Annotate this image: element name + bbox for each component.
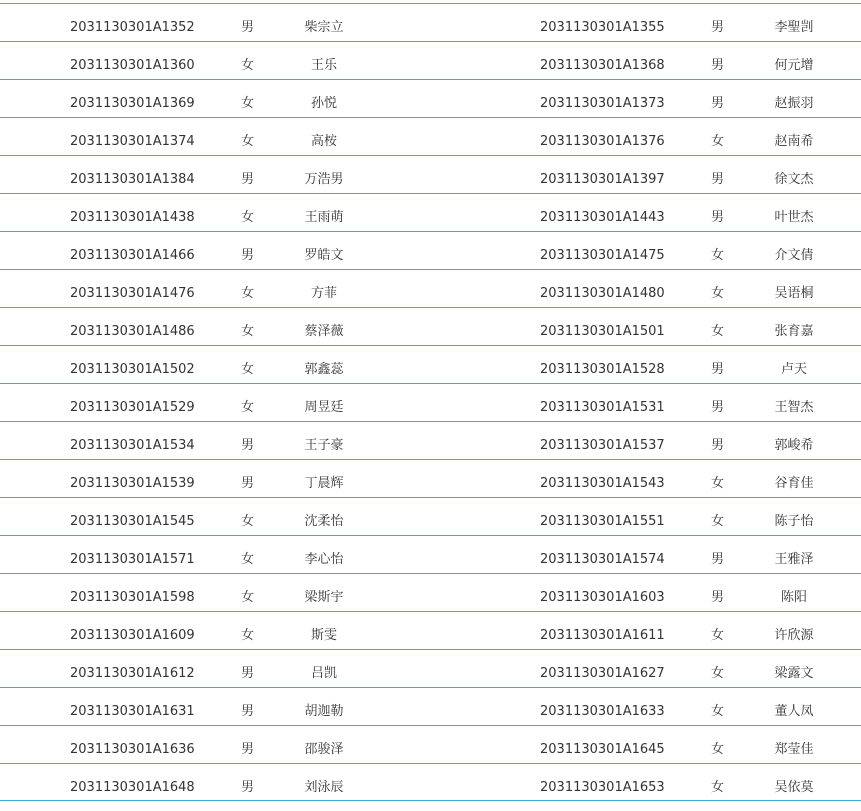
gender-cell: 男: [711, 590, 725, 605]
table-row: [0, 79, 861, 117]
student-id-cell: 2031130301A1480: [540, 286, 665, 301]
student-name-cell: 吴依莫: [774, 780, 814, 795]
student-id-cell: 2031130301A1609: [70, 628, 195, 643]
student-id-cell: 2031130301A1443: [540, 210, 665, 225]
student-name-cell: 何元增: [774, 58, 814, 73]
gender-cell: 女: [711, 666, 725, 681]
student-id-cell: 2031130301A1355: [540, 20, 665, 35]
gender-cell: 男: [711, 96, 725, 111]
table-row: [0, 41, 861, 79]
gender-cell: 男: [711, 172, 725, 187]
student-name-cell: 卢天: [780, 362, 807, 377]
student-id-cell: 2031130301A1502: [70, 362, 195, 377]
table-row: [0, 383, 861, 421]
student-id-cell: 2031130301A1369: [70, 96, 195, 111]
table-row: [0, 269, 861, 307]
gender-cell: 女: [241, 96, 255, 111]
student-name-cell: 万浩男: [304, 172, 344, 187]
student-name-cell: 王雅泽: [774, 552, 814, 567]
gender-cell: 男: [711, 438, 725, 453]
student-name-cell: 邵骏泽: [304, 742, 344, 757]
table-row: [0, 421, 861, 459]
student-id-cell: 2031130301A1374: [70, 134, 195, 149]
student-name-cell: 斯雯: [310, 628, 337, 643]
student-name-cell: 李心怡: [304, 552, 344, 567]
student-id-cell: 2031130301A1648: [70, 780, 195, 795]
student-id-cell: 2031130301A1373: [540, 96, 665, 111]
student-name-cell: 孙悦: [310, 96, 337, 111]
table-row: [0, 117, 861, 155]
student-id-cell: 2031130301A1531: [540, 400, 665, 415]
gender-cell: 女: [241, 400, 255, 415]
student-name-cell: 李聖剀: [774, 20, 814, 35]
student-id-cell: 2031130301A1645: [540, 742, 665, 757]
student-name-cell: 柴宗立: [304, 20, 344, 35]
gender-cell: 女: [241, 552, 255, 567]
student-name-cell: 方菲: [310, 286, 337, 301]
student-id-cell: 2031130301A1529: [70, 400, 195, 415]
gender-cell: 女: [241, 134, 255, 149]
student-id-cell: 2031130301A1534: [70, 438, 195, 453]
gender-cell: 男: [711, 552, 725, 567]
student-name-cell: 罗皓文: [304, 248, 344, 263]
student-id-cell: 2031130301A1537: [540, 438, 665, 453]
student-name-cell: 胡迦勒: [304, 704, 344, 719]
student-id-cell: 2031130301A1653: [540, 780, 665, 795]
gender-cell: 男: [241, 742, 255, 757]
student-name-cell: 许欣源: [774, 628, 814, 643]
student-id-cell: 2031130301A1598: [70, 590, 195, 605]
student-id-cell: 2031130301A1631: [70, 704, 195, 719]
student-name-cell: 周昱廷: [304, 400, 344, 415]
student-id-cell: 2031130301A1574: [540, 552, 665, 567]
student-name-cell: 介文倩: [774, 248, 814, 263]
student-id-cell: 2031130301A1360: [70, 58, 195, 73]
student-name-cell: 郑莹佳: [774, 742, 814, 757]
student-name-cell: 高桉: [310, 134, 337, 149]
student-id-cell: 2031130301A1368: [540, 58, 665, 73]
gender-cell: 女: [241, 286, 255, 301]
student-id-cell: 2031130301A1612: [70, 666, 195, 681]
gender-cell: 女: [711, 628, 725, 643]
gender-cell: 男: [711, 362, 725, 377]
student-id-cell: 2031130301A1397: [540, 172, 665, 187]
gender-cell: 女: [711, 742, 725, 757]
student-roster-table: [0, 3, 861, 801]
student-id-cell: 2031130301A1633: [540, 704, 665, 719]
gender-cell: 女: [241, 210, 255, 225]
gender-cell: 女: [711, 324, 725, 339]
gender-cell: 女: [711, 780, 725, 795]
student-id-cell: 2031130301A1539: [70, 476, 195, 491]
student-id-cell: 2031130301A1476: [70, 286, 195, 301]
table-row: [0, 345, 861, 383]
student-id-cell: 2031130301A1352: [70, 20, 195, 35]
gender-cell: 女: [711, 248, 725, 263]
student-name-cell: 张育嘉: [774, 324, 814, 339]
gender-cell: 女: [241, 514, 255, 529]
gender-cell: 女: [711, 514, 725, 529]
gender-cell: 男: [241, 20, 255, 35]
student-name-cell: 吴语桐: [774, 286, 814, 301]
student-id-cell: 2031130301A1528: [540, 362, 665, 377]
student-id-cell: 2031130301A1438: [70, 210, 195, 225]
student-id-cell: 2031130301A1571: [70, 552, 195, 567]
table-row: [0, 725, 861, 763]
gender-cell: 女: [241, 628, 255, 643]
student-name-cell: 梁斯宇: [304, 590, 344, 605]
student-name-cell: 王子豪: [304, 438, 344, 453]
student-name-cell: 王雨萌: [304, 210, 344, 225]
gender-cell: 男: [241, 780, 255, 795]
gender-cell: 男: [241, 666, 255, 681]
student-id-cell: 2031130301A1376: [540, 134, 665, 149]
gender-cell: 男: [711, 210, 725, 225]
gender-cell: 男: [241, 476, 255, 491]
student-id-cell: 2031130301A1551: [540, 514, 665, 529]
gender-cell: 男: [711, 58, 725, 73]
student-name-cell: 沈柔怡: [304, 514, 344, 529]
student-name-cell: 赵振羽: [774, 96, 814, 111]
student-name-cell: 梁露文: [774, 666, 814, 681]
student-name-cell: 叶世杰: [774, 210, 814, 225]
table-row: [0, 3, 861, 41]
student-name-cell: 陈阳: [780, 590, 807, 605]
student-id-cell: 2031130301A1636: [70, 742, 195, 757]
student-id-cell: 2031130301A1543: [540, 476, 665, 491]
table-row: [0, 193, 861, 231]
table-row: [0, 687, 861, 725]
student-name-cell: 刘泳辰: [304, 780, 344, 795]
table-row: [0, 611, 861, 649]
gender-cell: 男: [711, 400, 725, 415]
student-name-cell: 徐文杰: [774, 172, 814, 187]
student-name-cell: 郭鑫蕊: [304, 362, 344, 377]
student-id-cell: 2031130301A1627: [540, 666, 665, 681]
table-row: [0, 535, 861, 573]
table-row: [0, 497, 861, 535]
student-id-cell: 2031130301A1384: [70, 172, 195, 187]
student-name-cell: 王智杰: [774, 400, 814, 415]
table-row: [0, 573, 861, 611]
student-id-cell: 2031130301A1486: [70, 324, 195, 339]
table-row: [0, 231, 861, 269]
gender-cell: 女: [241, 324, 255, 339]
table-row: [0, 459, 861, 497]
student-id-cell: 2031130301A1603: [540, 590, 665, 605]
table-row: [0, 763, 861, 801]
table-row: [0, 307, 861, 345]
gender-cell: 男: [241, 704, 255, 719]
student-id-cell: 2031130301A1466: [70, 248, 195, 263]
gender-cell: 男: [241, 172, 255, 187]
gender-cell: 女: [241, 362, 255, 377]
student-name-cell: 谷育佳: [774, 476, 814, 491]
student-name-cell: 赵南希: [774, 134, 814, 149]
gender-cell: 男: [241, 438, 255, 453]
student-name-cell: 蔡泽薇: [304, 324, 344, 339]
gender-cell: 女: [711, 476, 725, 491]
student-id-cell: 2031130301A1545: [70, 514, 195, 529]
student-id-cell: 2031130301A1475: [540, 248, 665, 263]
student-name-cell: 吕凯: [310, 666, 337, 681]
gender-cell: 女: [711, 704, 725, 719]
table-row: [0, 649, 861, 687]
student-id-cell: 2031130301A1611: [540, 628, 665, 643]
student-name-cell: 丁晨辉: [304, 476, 344, 491]
gender-cell: 女: [711, 286, 725, 301]
student-id-cell: 2031130301A1501: [540, 324, 665, 339]
gender-cell: 女: [711, 134, 725, 149]
table-row: [0, 155, 861, 193]
gender-cell: 男: [711, 20, 725, 35]
gender-cell: 女: [241, 58, 255, 73]
student-name-cell: 陈子怡: [774, 514, 814, 529]
gender-cell: 女: [241, 590, 255, 605]
gender-cell: 男: [241, 248, 255, 263]
student-name-cell: 郭峻希: [774, 438, 814, 453]
student-name-cell: 董人凤: [774, 704, 814, 719]
student-name-cell: 王乐: [310, 58, 337, 73]
